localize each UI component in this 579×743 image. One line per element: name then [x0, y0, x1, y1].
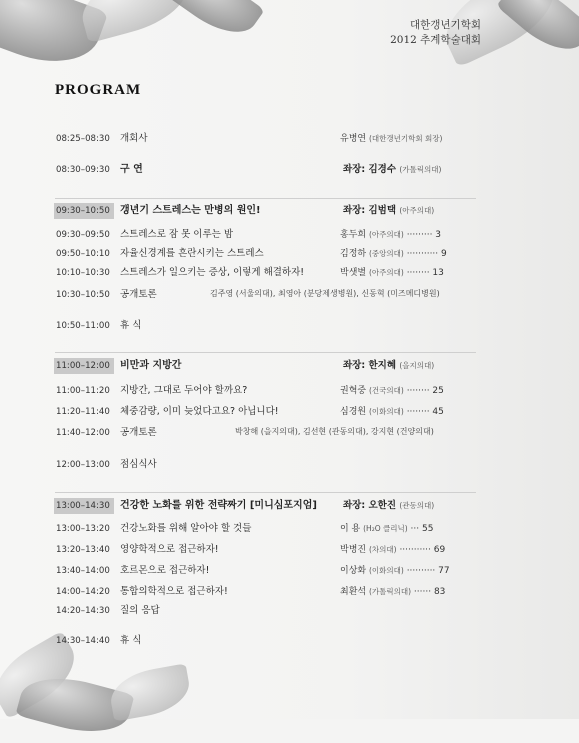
session-chair: 좌장: 김범택 (아주의대) — [343, 205, 435, 216]
conference-name: 2012 추계학술대회 — [390, 34, 481, 46]
row-time: 08:30–09:30 — [56, 165, 110, 175]
talk-row: 13:40–14:00 호르몬으로 접근하자! 이상화 (이화의대) ·········· 77 — [56, 565, 450, 576]
talk-row: 09:30–09:50 스트레스로 잠 못 이루는 밤 홍두희 (아주의대) ········· 3 — [56, 229, 442, 240]
row-chair: 좌장: 김경수 (가톨릭의대) — [343, 164, 442, 175]
panel-row: 11:40–12:00 공개토론 — [56, 427, 157, 438]
session-header-3 — [56, 498, 476, 514]
session-chair: 좌장: 오한진 (관동의대) — [343, 500, 435, 511]
talk-row: 13:00–13:20 건강노화를 위해 알아야 할 것들 이 용 (H₂O 클리닉) ··· 55 — [56, 523, 434, 534]
row-time: 08:25–08:30 — [56, 134, 110, 144]
panel-names: 김주영 (서울의대), 최영아 (분당제생병원), 신동혁 (미즈메디병원) — [210, 289, 440, 298]
lunch-row: 12:00–13:00 점심식사 — [56, 459, 157, 470]
program-row-oral — [56, 162, 476, 178]
program-row-opening — [56, 131, 476, 147]
talk-row: 11:20–11:40 체중감량, 이미 늦었다고요? 아닙니다! 심경원 (이화의대) ········ 45 — [56, 406, 444, 417]
panel-names: 박창해 (을지의대), 김선현 (관동의대), 강지현 (건양의대) — [235, 427, 434, 436]
leaf-decoration-bottom-center — [107, 663, 194, 721]
row-speaker: 유병연 (대한갱년기학회 회장) — [340, 134, 443, 144]
row-title: 개회사 — [120, 133, 148, 144]
section-divider — [55, 352, 476, 353]
session-header-2 — [56, 358, 476, 374]
conference-header — [390, 18, 481, 48]
talk-row: 09:50–10:10 자율신경계를 흔란시키는 스트레스 김정하 (중앙의대) ··········· 9 — [56, 248, 447, 259]
leaf-decoration-top-center — [165, 0, 265, 47]
session-title: 갱년기 스트레스는 만병의 원인! — [120, 205, 261, 216]
section-divider — [55, 198, 476, 199]
leaf-decoration-top-left-2 — [75, 0, 195, 43]
break-row: 14:30–14:40 휴 식 — [56, 635, 142, 646]
talk-row: 11:00–11:20 지방간, 그대로 두어야 할까요? 권혁중 (건국의대) ········ 25 — [56, 385, 444, 396]
talk-row: 10:10–10:30 스트레스가 일으키는 증상, 이렇게 해결하자! 박샛별 (아주의대) ········ 13 — [56, 267, 444, 278]
panel-row: 10:30–10:50 공개토론 — [56, 289, 157, 300]
session-time: 11:00–12:00 — [54, 358, 114, 374]
session-title: 비만과 지방간 — [120, 360, 182, 371]
section-divider — [55, 492, 476, 493]
talk-row: 13:20–13:40 영양학적으로 접근하자! 박병진 (차의대) ··········· 69 — [56, 544, 446, 555]
break-row: 10:50–11:00 휴 식 — [56, 320, 142, 331]
session-time: 13:00–14:30 — [54, 498, 114, 514]
society-name: 대한갱년기학회 — [409, 19, 481, 31]
qa-row: 14:20–14:30 질의 응답 — [56, 605, 160, 616]
session-title: 건강한 노화를 위한 전략짜기 [미니심포지엄] — [120, 500, 317, 511]
session-header-1 — [56, 203, 476, 219]
program-title: PROGRAM — [55, 82, 142, 98]
session-time: 09:30–10:50 — [54, 203, 114, 219]
row-title: 구 연 — [120, 164, 143, 175]
talk-row: 14:00–14:20 통합의학적으로 접근하자! 최환석 (가톨릭의대) ······ 83 — [56, 586, 446, 597]
session-chair: 좌장: 한지혜 (을지의대) — [343, 360, 435, 371]
